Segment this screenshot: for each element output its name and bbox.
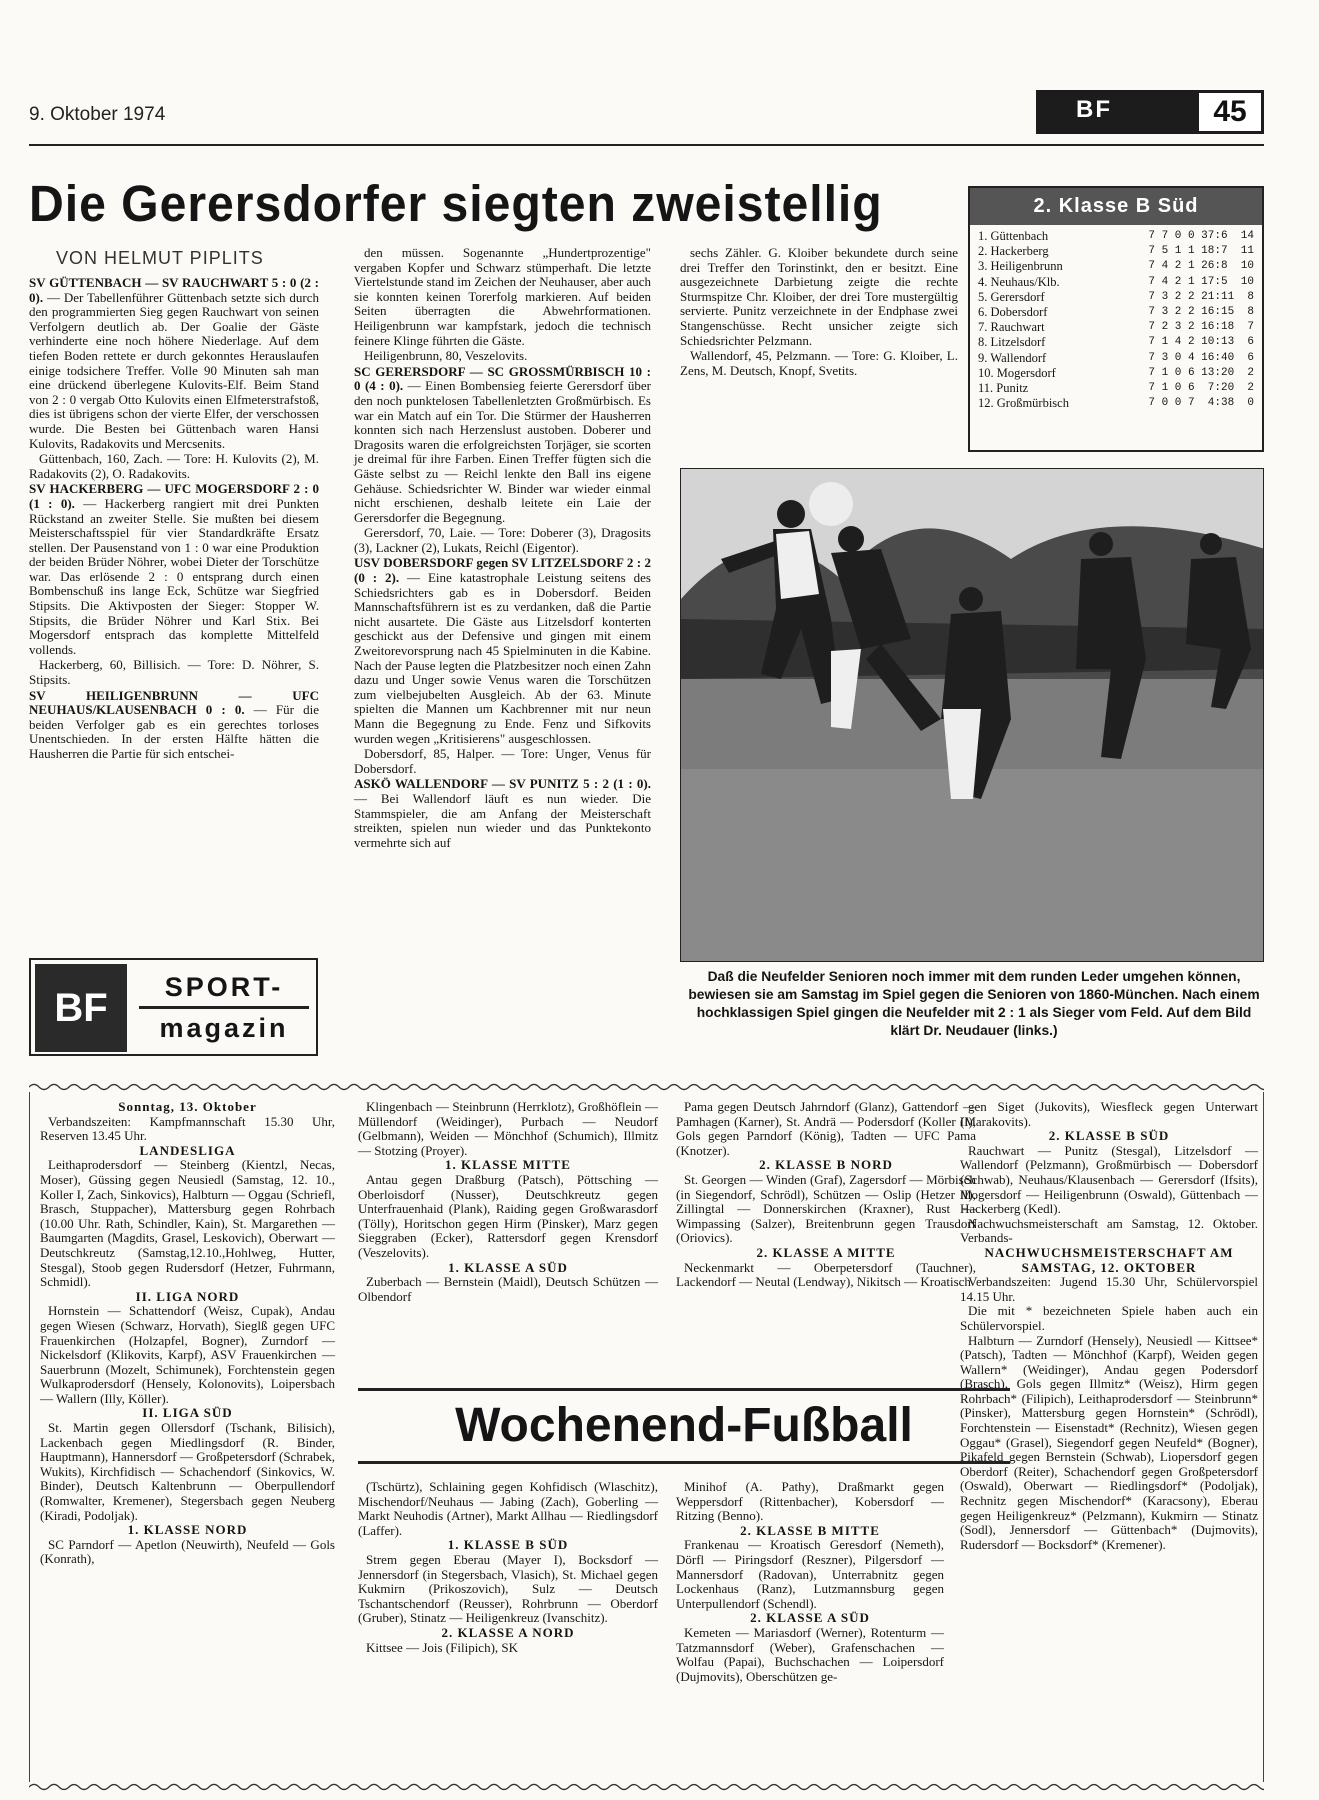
wochenend-title: Wochenend-Fußball xyxy=(358,1388,1010,1464)
match-heading: USV DOBERSDORF gegen SV LITZELSDORF 2 : 2 (0 : 2). xyxy=(354,555,651,586)
table-row xyxy=(978,381,1254,396)
team-name: 8. Litzelsdorf xyxy=(978,335,1046,350)
page-number: 45 xyxy=(1199,93,1261,131)
fixture-text: Neckenmarkt — Oberpetersdorf (Tauchner), Lackendorf — Neutal (Lendway), Nikitsch — Kroatisch xyxy=(676,1259,976,1290)
logo-line-2: magazin xyxy=(159,1013,289,1043)
article-paragraph xyxy=(29,658,319,687)
team-stats: 7 7 0 0 37:6 14 xyxy=(1148,230,1254,242)
sportmagazin-logo xyxy=(29,958,318,1056)
paragraph-text: den müssen. Sogenannte „Hundertprozentige" vergaben Kopfer und Schwarz stümperhaft. Die letzte Viertelstunde stand im Zeichen der Neuhauser, aber auch sie konnten keinen Torerfolg markieren. Auf beiden Seiten überragten die Abwehrformationen. Heiligenbrunn war kampfstark, jedoch die technisch feinere Klinge führten die Gäste. xyxy=(354,245,651,348)
match-heading: ASKÖ WALLENDORF — SV PUNITZ 5 : 2 (1 : 0). xyxy=(354,776,651,792)
table-row xyxy=(978,290,1254,305)
match-heading: SC GERERSDORF — SC GROSSMÜRBISCH 10 : 0 (4 : 0). xyxy=(354,363,651,394)
brand-label: BF xyxy=(1076,96,1112,123)
team-stats: 7 3 2 2 16:15 8 xyxy=(1148,306,1254,319)
team-name: 12. Großmürbisch xyxy=(978,396,1069,411)
fixture-text: Kemeten — Mariasdorf (Werner), Rotenturm — Tatzmannsdorf (Weber), Grafenschachen — Wolfau (Papai), Buchschachen — Loipersdorf (Dujmovits), Oberschützen ge- xyxy=(676,1624,944,1684)
schedule-column-3b xyxy=(676,1480,944,1684)
team-stats: 7 2 3 2 16:18 7 xyxy=(1148,321,1254,334)
league-heading: LANDESLIGA xyxy=(139,1142,236,1158)
league-table xyxy=(968,186,1264,452)
paragraph-text: — Einen Bombensieg feierte Gerersdorf über den noch punktelosen Tabellenletzten Großmürbisch. Es war ein Match auf ein Tor. Die Stürmer der Hausherren konnten sich nach Herzenslust austoben. Doberer und Dragosits waren die erfolgreichsten Torjäger, sie scorten je dreimal für ihre Farben. Einen Treffer fügten sich die Gäste selbst zu — Reichl lenkte den Ball ins eigene Gehäuse. Schiedsrichter W. Binder war wieder einmal nicht erschienen, deshalb leitete ein Laie der Gerersdorfer die Begegnung. xyxy=(354,378,651,525)
team-name: 2. Hackerberg xyxy=(978,244,1049,259)
team-stats: 7 3 0 4 16:40 6 xyxy=(1148,351,1254,364)
table-row xyxy=(978,366,1254,381)
article-paragraph xyxy=(680,349,958,378)
league-heading: II. LIGA SÜD xyxy=(142,1405,233,1421)
team-stats: 7 4 2 1 26:8 10 xyxy=(1148,260,1254,273)
schedule-column-2b xyxy=(358,1480,658,1655)
fixture-text: Pama gegen Deutsch Jahrndorf (Glanz), Gattendorf — Pamhagen (Karner), St. Andrä — Podersdorf (Koller II), Gols gegen Parndorf (König), Tadten — UFC Pama (Knotzer). xyxy=(676,1099,976,1158)
league-heading: II. LIGA NORD xyxy=(135,1288,240,1304)
wavy-border-bottom xyxy=(29,1782,1264,1792)
league-heading: 2. KLASSE B MITTE xyxy=(740,1522,880,1538)
fixture-text: Klingenbach — Steinbrunn (Herrklotz), Großhöflein — Müllendorf (Weidinger), Purbach — Neudorf (Gelbmann), Weiden — Mönchhof (Schumich), Illmitz — Stotzing (Proyer). xyxy=(358,1099,658,1158)
photo-caption: Daß die Neufelder Senioren noch immer mit dem runden Leder umgehen können, bewiesen sie am Samstag im Spiel gegen die Senioren von 1860-München. Nach einem hochklassigen Spiel gingen die Neufelder mit 2 : 1 als Sieger vom Feld. Auf dem Bild klärt Dr. Neudauer (links.) xyxy=(688,969,1260,1038)
team-stats: 7 1 0 6 13:20 2 xyxy=(1148,366,1254,379)
table-row xyxy=(978,351,1254,366)
schedule-column-2 xyxy=(358,1100,658,1304)
paragraph-text: — Für die beiden Verfolger gab es ein gerechtes torloses Unentschieden. In der ersten Hälfte hätten die Hausherren die Partie für sich entschei- xyxy=(29,702,319,761)
league-heading: 1. KLASSE A SÜD xyxy=(448,1259,568,1275)
logo-text xyxy=(139,968,309,1047)
fixture-text: St. Georgen — Winden (Graf), Zagersdorf — Mörbisch (in Siegendorf, Schrödl), Schützen — Oslip (Hetzer II), Zillingtal — Donnerskirchen (Kraxner), Rust — Wimpassing (Salzer), Breitenbrunn gegen Trausdorf (Oriovics). xyxy=(676,1171,976,1246)
fixture-text: Kittsee — Jois (Filipich), SK xyxy=(366,1639,519,1655)
article-paragraph xyxy=(680,246,958,348)
article-paragraph xyxy=(354,556,651,746)
headline: Die Gerersdorfer siegten zweistellig xyxy=(29,175,883,232)
table-row xyxy=(978,229,1254,244)
paragraph-text: Heiligenbrunn, 80, Veszelovits. xyxy=(364,348,528,364)
team-name: 9. Wallendorf xyxy=(978,350,1047,365)
fixture-text: Antau gegen Draßburg (Patsch), Pöttsching — Oberloisdorf (Nusser), Deutschkreutz gegen Unterfrauenhaid (Plank), Raiding gegen Großwarasdorf (Tölly), Horitschon gegen Hirm (Pinsker), Marz gegen Sieggraben (Ecker), Rattersdorf gegen Krensdorf (Veszelovits). xyxy=(358,1171,658,1260)
paragraph-text: Wallendorf, 45, Pelzmann. — Tore: G. Kloiber, L. Zens, M. Deutsch, Knopf, Svetits. xyxy=(680,348,958,378)
team-name: 7. Rauchwart xyxy=(978,320,1045,335)
paragraph-text: Gerersdorf, 70, Laie. — Tore: Doberer (3), Dragosits (3), Lackner (2), Lukats, Reichl (Eigentor). xyxy=(354,525,651,555)
league-table-rows xyxy=(970,225,1262,411)
paragraph-text: Güttenbach, 160, Zach. — Tore: H. Kulovits (2), M. Radakovits (2), O. Radakovits. xyxy=(29,451,319,481)
table-row xyxy=(978,320,1254,335)
table-row xyxy=(978,396,1254,411)
article-column-1 xyxy=(29,276,319,763)
league-heading: 2. KLASSE A MITTE xyxy=(756,1244,896,1260)
team-stats: 7 1 0 6 7:20 2 xyxy=(1148,382,1254,395)
article-column-2 xyxy=(354,246,651,851)
football-players-photo xyxy=(681,469,1264,962)
team-name: 3. Heiligenbrunn xyxy=(978,259,1063,274)
fixture-text: Strem gegen Eberau (Mayer I), Bocksdorf — Jennersdorf (in Stegersbach, Vlasich), St. Michael gegen Kukmirn (Prikoszovich), Sulz — Deutsch Tschantschendorf (Reusser), Rohrbrunn — Oberdorf (Gruber), Stinatz — Heiligenkreuz (Ivanschitz). xyxy=(358,1551,658,1626)
fixture-text: Halbturn — Zurndorf (Hensely), Neusiedl — Kittsee* (Patsch), Tadten — Mönchhof (Karpf), Weiden gegen Wallern* (Weidinger), Andau gegen Podersdorf (Brasch), Gols gegen Illmitz* (Weisz), Hirm gegen Rohrbach* (Filipich), Leithaprodersdorf — Steinbrunn* (Pinsker), Mattersburg gegen Hornstein* (Schrödl), Forchtenstein — Eisenstadt* (Rechnitz), Wiesen gegen Oggau* (Grasel), Siegendorf gegen Neufeld* (Bogner), Pikafeld gegen Bernstein (Schwab), Liopersdorf gegen Oberdorf (Reiter), Schachendorf gegen Großpetersdorf (Oswald), Oberwart — Riedlingsdorf* (Podoljak), Rechnitz gegen Mischendorf* (Karacsony), Eberau gegen Heiligenkreuz* (Pelzmann), Kukmirn — Stinatz (Sodl), Jennersdorf — Güttenbach* (Dujmovits), Rudersdorf — Bocksdorf* (Kremener). xyxy=(960,1332,1258,1552)
league-heading: 2. KLASSE B SÜD xyxy=(1048,1128,1170,1144)
league-heading: 1. KLASSE MITTE xyxy=(445,1157,571,1173)
team-name: 11. Punitz xyxy=(978,381,1029,396)
team-stats: 7 0 0 7 4:38 0 xyxy=(1148,397,1254,410)
article-paragraph xyxy=(29,482,319,657)
fixture-text: Verbandszeiten: Jugend 15.30 Uhr, Schülervorspiel 14.15 Uhr. xyxy=(960,1274,1258,1304)
table-row xyxy=(978,335,1254,350)
paragraph-text: — Hackerberg rangiert mit drei Punkten Rückstand an zweiter Stelle. Sie mußten bei diesem Meisterschaftsspiel für vier Standardkräfte Ersatz stellen. Der Pausenstand von 1 : 0 war eine Produktion der beiden Brüder Nöhrer, wobei Dieter der Torschütze war. Das erlösende 2 : 0 entsprang durch einen Bombenschuß ins lange Eck, Schütze war Siegfried Stipsits. Die Aktivposten der Sieger: Stopper W. Stipsits, die Brüder Nöhrer und Karl Stix. Bei Mogersdorf entsprach das komplette Mittelfeld vollends. xyxy=(29,495,319,657)
fixture-text: Hornstein — Schattendorf (Weisz, Cupak), Andau gegen Wiesen (Schwarz, Horvath), Sieglß gegen UFC Frauenkirchen (Holzapfel, Bogner), Zurndorf — Nickelsdorf (Klikovits, Karpf), ASV Frauenkirchen — Sauerbrunn (Mozelt, Schimunek), Forchtenstein gegen Wulkaprodersdorf (Hensely, Kolonovits), Loipersbach — Wallern (Illy, Köller). xyxy=(40,1303,335,1406)
article-paragraph xyxy=(354,349,651,364)
fixture-text: Rauchwart — Punitz (Stesgal), Litzelsdorf — Wallendorf (Pelzmann), Großmürbisch — Dobersdorf (Schwab), Neuhaus/Klausenbach — Gerersdorf (Ifsits), Mogersdorf — Heiligenbrunn (Oswald), Güttenbach — Hackerberg (Kedl). xyxy=(960,1142,1258,1217)
wavy-border-top xyxy=(29,1082,1264,1092)
fixture-text: Zuberbach — Bernstein (Maidl), Deutsch Schützen — Olbendorf xyxy=(358,1274,658,1304)
article-column-3 xyxy=(680,246,958,379)
team-name: 6. Dobersdorf xyxy=(978,305,1048,320)
match-photo xyxy=(680,468,1264,962)
logo-line-1: SPORT- xyxy=(139,968,309,1009)
team-name: 10. Mogersdorf xyxy=(978,365,1056,380)
table-row xyxy=(978,244,1254,259)
fixture-text: Die mit * bezeichneten Spiele haben auch ein Schülervorspiel. xyxy=(960,1303,1258,1333)
header-date: 9. Oktober 1974 xyxy=(29,104,166,125)
schedule-column-3 xyxy=(676,1100,976,1290)
fixture-text: Verbandszeiten: Kampfmannschaft 15.30 Uhr, Reserven 13.45 Uhr. xyxy=(40,1113,335,1144)
table-row xyxy=(978,275,1254,290)
paragraph-text: Hackerberg, 60, Billisich. — Tore: D. Nöhrer, S. Stipsits. xyxy=(29,657,319,688)
schedule-column-1 xyxy=(40,1100,335,1567)
logo-bf-mark: BF xyxy=(35,964,127,1052)
team-name: 5. Gerersdorf xyxy=(978,289,1045,304)
team-name: 4. Neuhaus/Klb. xyxy=(978,274,1060,289)
league-heading: 2. KLASSE A SÜD xyxy=(750,1610,870,1626)
article-paragraph xyxy=(354,526,651,555)
league-table-title: 2. Klasse B Süd xyxy=(970,188,1262,225)
fixture-text: gen Siget (Jukovits), Wiesfleck gegen Unterwart (Marakovits). xyxy=(960,1099,1258,1129)
brand-block xyxy=(1036,90,1264,134)
fixture-text: Nachwuchsmeisterschaft am Samstag, 12. Oktober. Verbands- xyxy=(960,1215,1258,1246)
team-name: 1. Güttenbach xyxy=(978,229,1049,243)
article-paragraph xyxy=(354,246,651,348)
paragraph-text: Dobersdorf, 85, Halper. — Tore: Unger, Venus für Dobersdorf. xyxy=(354,746,651,776)
paragraph-text: — Eine katastrophale Leistung seitens des Schiedsrichters gab es in Dobersdorf. Beiden Mannschaftsführern ist es zu verdanken, daß die Partie nicht ausartete. Die Gäste aus Litzelsdorf konterten geschickt aus der Defensive und gingen mit einem Zweitorevorsprung nach 45 Spielminuten in die Kabine. Nach der Pause legten die Platzbesitzer noch einen Zahn dazu und Unger sowie Venus waren die Torschützen zum vielbejubelten Ausgleich. Ab der 63. Minute spielten die Mannen um Kachbrenner mit nur neun Mann die Begegnung zu Ende. Fenz und Sifkovits wurden wegen „Kritisierens" ausgeschlossen. xyxy=(354,570,651,746)
schedule-column-4 xyxy=(960,1100,1258,1552)
fixture-text: St. Martin gegen Ollersdorf (Tschank, Bilisich), Lackenbach gegen Miedlingsdorf (R. Binder, Hauptmann), Hannersdorf — Großpetersdorf (Schrabek, Wukits), Kirchfidisch — Schachendorf (Sinkovics, W. Binder), Deutsch Kaltenbrunn — Oberpullendorf (Romwalter, Kremener), Stegersbach gegen Neuberg (Kiradi, Podoljak). xyxy=(40,1420,335,1523)
article-paragraph xyxy=(29,452,319,481)
league-heading: 1. KLASSE NORD xyxy=(127,1522,248,1538)
article-paragraph xyxy=(354,747,651,776)
league-heading: 2. KLASSE A NORD xyxy=(441,1624,575,1640)
article-paragraph xyxy=(354,365,651,526)
byline: VON HELMUT PIPLITS xyxy=(56,248,264,268)
match-heading: SV HACKERBERG — UFC MOGERSDORF 2 : 0 (1 : 0). xyxy=(29,481,319,511)
league-heading: 1. KLASSE B SÜD xyxy=(447,1537,569,1553)
header-rule xyxy=(29,144,1264,146)
league-heading: Sonntag, 13. Oktober xyxy=(118,1099,257,1114)
table-row xyxy=(978,259,1254,274)
fixture-text: Leithaprodersdorf — Steinberg (Kientzl, Necas, Moser), Güssing gegen Neusiedl (Samstag, 12. 10., Koller I, Zach, Sinkovics), Halbturn — Oggau (Schriefl, Brasch, Stuppacher), Mattersburg gegen Rohrbach (10.00 Uhr. Rath, Schindler, Kain), St. Margarethen — Baumgarten (Magdits, Grasel, Leskovich), Oberwart — Deutschkreutz (Samstag,12.10.,Hohlweg, Hutter, Stesgal), Stoob gegen Rudersdorf (Hetzer, Fuhrmann, Schmidl). xyxy=(40,1157,335,1290)
paragraph-text: sechs Zähler. G. Kloiber bekundete durch seine drei Treffer den Torinstinkt, den er besitzt. Eine ausgezeichnete Darbietung zeigte die rechte Sturmspitze Chr. Kloiber, der drei Tore mustergültig servierte. Punitz verzeichnete in der Endphase zwei Stangenschüsse. Recht unsicher zeigte sich Schiedsrichter Pelzmann. xyxy=(680,245,958,348)
team-stats: 7 5 1 1 18:7 11 xyxy=(1148,245,1254,258)
match-heading: SV HEILIGENBRUNN — UFC NEUHAUS/KLAUSENBACH 0 : 0. xyxy=(29,687,319,718)
paragraph-text: — Bei Wallendorf läuft es nun wieder. Die Stammspieler, die am Anfang der Meisterschaft streikten, spielen nun wieder und das Punktekonto vermehrte sich auf xyxy=(354,790,651,850)
fixture-text: (Tschürtz), Schlaining gegen Kohfidisch (Wlaschitz), Mischendorf/Neuhaus — Jabing (Zach), Goberling — Markt Neuhodis (Artner), Markt Allhau — Riedlingsdorf (Laffer). xyxy=(358,1479,658,1538)
fixture-text: Frankenau — Kroatisch Geresdorf (Nemeth), Dörfl — Piringsdorf (Reszner), Pilgersdorf — Mannersdorf (Radovan), Unterrabnitz gegen Lockenhaus (Ranz), Lutzmannsburg gegen Unterpullendorf (Schendl). xyxy=(676,1537,944,1611)
paragraph-text: — Der Tabellenführer Güttenbach setzte sich durch den programmierten Sieg gegen Rauchwart von seinen Verfolgern deutlich ab. Der Goalie der Gäste verhinderte eine noch höhere Niederlage. Auf dem tiefen Boden rettete er durch gekonntes Herauslaufen einige todsichere Treffer. Volle 90 Minuten sah man eine drückend überlegene Kulovits-Elf. Beim Stand von 2 : 0 vergab Otto Kulovits einen Elfmeterstrafstoß, dies ist übrigens schon der vierte Elfer, der verschossen wurde. Die Besten bei Güttenbach waren Hansi Kulovits, Radakovits und Mercsenits. xyxy=(29,289,319,451)
article-paragraph xyxy=(29,276,319,451)
table-row xyxy=(978,305,1254,320)
article-paragraph xyxy=(354,777,651,850)
team-stats: 7 1 4 2 10:13 6 xyxy=(1148,336,1254,349)
league-heading: NACHWUCHSMEISTERSCHAFT AM SAMSTAG, 12. OKTOBER xyxy=(984,1244,1234,1275)
league-heading: 2. KLASSE B NORD xyxy=(759,1157,893,1173)
match-heading: SV GÜTTENBACH — SV RAUCHWART 5 : 0 (2 : 0). xyxy=(29,275,319,305)
fixture-text: SC Parndorf — Apetlon (Neuwirth), Neufeld — Gols (Konrath), xyxy=(40,1536,335,1567)
team-stats: 7 4 2 1 17:5 10 xyxy=(1148,275,1254,288)
fixture-text: Minihof (A. Pathy), Draßmarkt gegen Weppersdorf (Rittenbacher), Kobersdorf — Ritzing (Benno). xyxy=(676,1479,944,1524)
article-paragraph xyxy=(29,689,319,762)
team-stats: 7 3 2 2 21:11 8 xyxy=(1148,290,1254,303)
